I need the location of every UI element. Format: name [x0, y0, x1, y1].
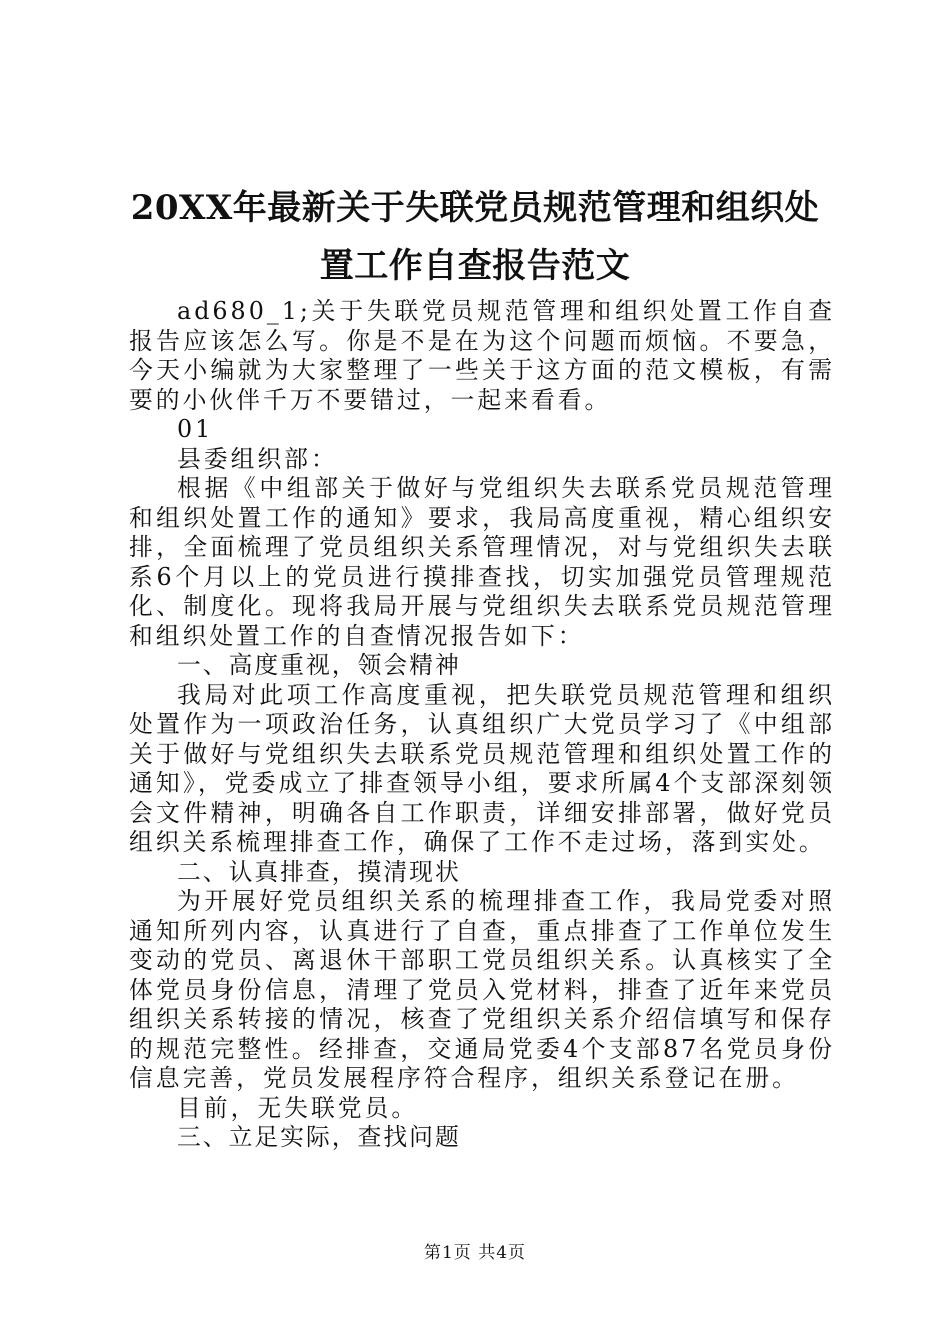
document-body [129, 297, 835, 1153]
intro-paragraph: ad680_1;关于失联党员规范管理和组织处置工作自查报告应该怎么写。你是不是在为这个问题而烦恼。不要急，今天小编就为大家整理了一些关于这方面的范文模板，有需要的小伙伴千万不要错过，一起来看看。 [129, 297, 835, 414]
section-number: 01 [177, 415, 214, 443]
document-title-line-1: 20XX年最新关于失联党员规范管理和组织处 [130, 188, 820, 228]
document-title-line-2: 置工作自查报告范文 [319, 246, 631, 286]
section-heading-3: 三、立足实际，查找问题 [177, 1123, 461, 1151]
salutation: 县委组织部： [177, 444, 338, 473]
body-paragraph-1: 根据《中组部关于做好与党组织失去联系党员规范管理和组织处置工作的通知》要求，我局高度重视，精心组织安排，全面梳理了党员组织关系管理情况，对与党组织失去联系6个月以上的党员进行摸排查找，切实加强党员管理规范化、制度化。现将我局开展与党组织失去联系党员规范管理和组织处置工作的自查情况报告如下： [129, 474, 835, 650]
section-heading-2: 二、认真排查，摸清现状 [177, 857, 461, 886]
page-footer: 第1页 共4页 [423, 1243, 527, 1263]
body-paragraph-3: 为开展好党员组织关系的梳理排查工作，我局党委对照通知所列内容，认真进行了自查，重点排查了工作单位发生变动的党员、离退休干部职工党员组织关系。认真核实了全体党员身份信息，清理了党员入党材料，排查了近年来党员组织关系转接的情况，核查了党组织关系介绍信填写和保存的规范完整性。经排查，交通局党委4个支部87名党员身份信息完善，党员发展程序符合程序，组织关系登记在册。 [129, 887, 835, 1092]
body-paragraph-2: 我局对此项工作高度重视，把失联党员规范管理和组织处置作为一项政治任务，认真组织广大党员学习了《中组部关于做好与党组织失去联系党员规范管理和组织处置工作的通知》，党委成立了排查领导小组，要求所属4个支部深刻领会文件精神，明确各自工作职责，详细安排部署，做好党员组织关系梳理排查工作，确保了工作不走过场，落到实处。 [129, 680, 835, 856]
section-heading-1: 一、高度重视，领会精神 [177, 651, 461, 679]
body-paragraph-4: 目前，无失联党员。 [177, 1093, 419, 1122]
